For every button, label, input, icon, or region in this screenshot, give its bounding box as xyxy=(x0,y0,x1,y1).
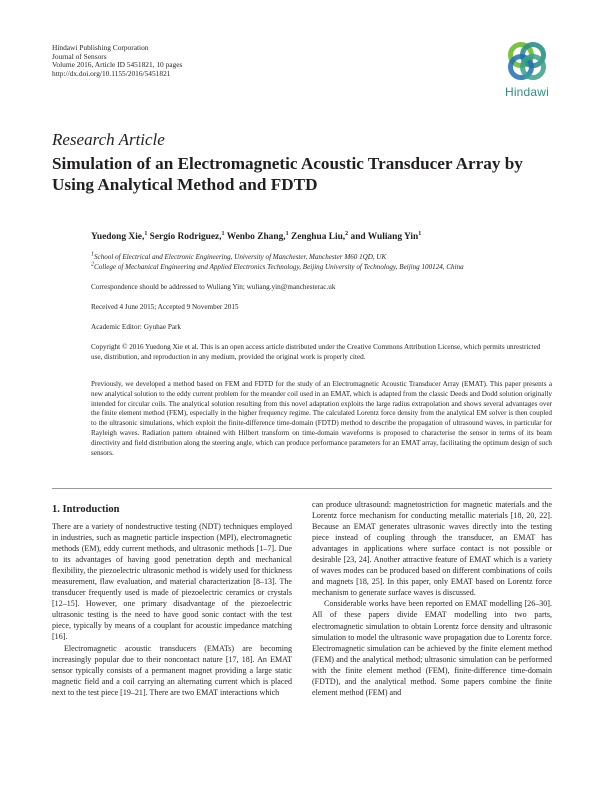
academic-editor: Academic Editor: Gyuhae Park xyxy=(91,323,182,331)
hindawi-logo-text: Hindawi xyxy=(504,85,550,99)
author: Yuedong Xie,$^1$ xyxy=(91,230,148,242)
copyright-notice: Copyright © 2016 Yuedong Xie et al. This is an open access article distributed under the Creative Commons Attribution License, which permits unrestricted use, distribution, and reproduction in any medium, provided the original work is properly cited. xyxy=(91,343,541,361)
publisher-name: Hindawi Publishing Corporation xyxy=(52,43,149,52)
paragraph: Considerable works have been reported on EMAT modelling [26–30]. All of these papers divide EMAT modelling into two parts, electromagnetic simulation to obtain Lorentz force density and ultrasonic simulation to model the ultrasonic wave propagation due to Lorentz force. Electromagnetic simulation can be achieved by the finite element method (FEM) and the analytical method; ultrasonic simulation can be performed with the finite element method (FEM), finite-difference time-domain (FDTD), and the analytical method. Some papers combine the finite element method (FEM) and xyxy=(312,599,552,697)
paragraph: Electromagnetic acoustic transducers (EMATs) are becoming increasingly popular due to their noncontact nature [17, 18]. An EMAT sensor typically consists of a permanent magnet providing a large static magnetic field and a coil carrying an alternating current which is placed next to the test piece [19–21]. There are two EMAT interactions which xyxy=(52,643,292,697)
article-title: Simulation of an Electromagnetic Acoustic Transducer Array by Using Analytical Method and FDTD xyxy=(52,154,523,194)
abstract: Previously, we developed a method based on FEM and FDTD for the study of an Electromagnetic Acoustic Transducer Array (EMAT). This paper presents a new analytical solution to the eddy current problem for the meander coil used in an EMAT, which is adapted from the classic Deeds and Dodd solution originally intended for circular coils. The analytical solution resulting from this novel adaptation exploits the large radius extrapolation and shows several advantages over the finite element method (FEM), especially in the higher frequency regime. The calculated Lorentz force density from the analytical EM solver is then coupled to the ultrasonic simulations, which exploit the finite-difference time-domain (FDTD) method to describe the propagation of ultrasound waves, in particular for Rayleigh waves. Radiation pattern obtained with Hilbert transform on time-domain waveforms is proposed to characterise the sensor in terms of its beam directivity and field distribution along the steering angle, which can produce performance parameters for an EMAT array, facilitating the optimum design of such sensors. xyxy=(91,380,552,457)
author: Zenghua Liu,$^2$ xyxy=(290,230,349,242)
section-heading: 1. Introduction xyxy=(52,504,120,515)
received-accepted-dates: Received 4 June 2015; Accepted 9 November 2015 xyxy=(91,303,239,311)
affiliation: $^2$College of Mechanical Engineering and Applied Electronics Technology, Beijing University of Technology, Beijing 100124, China xyxy=(91,261,464,271)
journal-name: Journal of Sensors xyxy=(52,51,107,61)
right-column xyxy=(312,499,552,698)
correspondence: Correspondence should be addressed to Wuliang Yin; wuliang.yin@manchesterac.uk xyxy=(91,283,336,291)
journal-header xyxy=(52,44,182,78)
author: Sergio Rodriguez,$^1$ xyxy=(149,230,225,242)
left-column xyxy=(52,521,292,698)
doi-link[interactable]: http://dx.doi.org/10.1155/2016/5451821 xyxy=(52,68,171,78)
article-type: Research Article xyxy=(52,130,165,149)
hindawi-rings-icon xyxy=(504,38,550,84)
affiliation: $^1$School of Electrical and Electronic Engineering, University of Manchester, Manchester M60 1QD, UK xyxy=(91,251,387,261)
section-divider xyxy=(52,488,552,489)
paragraph: can produce ultrasound: magnetostriction for magnetic materials and the Lorentz force mechanism for conducting metallic materials [18, 20, 22]. Because an EMAT generates ultrasonic waves directly into the testing piece instead of coupling through the transducer, an EMAT has advantages in applications where surface contact is not possible or desirable [23, 24]. Another attractive feature of EMAT which is a variety of waves modes can be produced based on different combinations of coils and magnets [18, 25]. In this paper, only EMAT based on Lorentz force mechanism to generate surface waves is discussed. xyxy=(312,500,552,598)
volume-info: Volume 2016, Article ID 5451821, 10 pages xyxy=(52,60,183,70)
author-list xyxy=(91,232,421,242)
paragraph: There are a variety of nondestructive testing (NDT) techniques employed in industries, such as magnetic particle inspection (MPI), electromagnetic methods (EM), eddy current methods, and ultrasonic methods [1–7]. Due to its advantages of having good penetration depth and mechanical flexibility, the piezoelectric ultrasonic method is widely used for thickness measurement, flaw evaluation, and material characterization [8–13]. The transducer frequently used is made of piezoelectric ceramics or crystals [12–15]. However, one primary disadvantage of the piezoelectric ultrasonic testing is the need to have good sonic contact with the test piece, typically by means of a couplant for acoustic impedance matching [16]. xyxy=(52,522,292,642)
author: Wenbo Zhang,$^1$ xyxy=(226,230,289,242)
author: and Wuliang Yin$^1$ xyxy=(350,230,422,242)
hindawi-logo xyxy=(492,38,562,102)
